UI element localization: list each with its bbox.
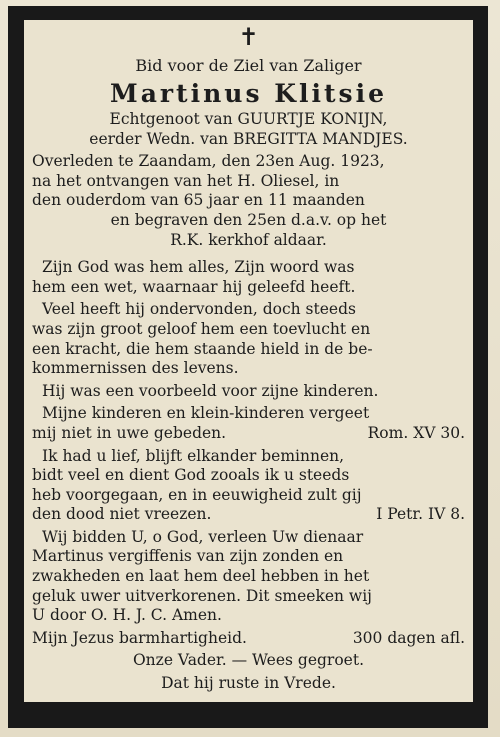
text-line: kommernissen des levens. (32, 359, 239, 378)
text-line: heb voorgegaan, en in eeuwigheid zult gij (32, 485, 362, 504)
rest-in-peace: Dat hij ruste in Vrede. (161, 674, 336, 693)
death-line: den ouderdom van 65 jaar en 11 maanden (32, 191, 365, 210)
text-line: Veel heeft hij ondervonden, doch steeds (42, 300, 356, 319)
death-line: en begraven den 25en d.a.v. op het (110, 210, 387, 229)
former-spouse-line: eerder Wedn. van BREGITTA MANDJES. (89, 129, 408, 148)
text-line: Martinus vergiffenis van zijn zonden en (32, 547, 344, 566)
text-line: Mijne kinderen en klein-kinderen vergeet (42, 404, 370, 423)
death-notice (32, 152, 465, 250)
indulgence-line (32, 629, 465, 649)
text-line: een kracht, die hem staande hield in de be- (32, 339, 373, 358)
indulgence-days: 300 dagen afl. (352, 628, 465, 647)
mourning-card-border (8, 6, 488, 728)
text-line: geluk uwer uitverkorenen. Dit smeeken wij (32, 586, 372, 605)
text-line: was zijn groot geloof hem een toevlucht en (32, 319, 371, 338)
cross-icon: ✝ (238, 23, 259, 51)
paragraph-grandchildren (32, 404, 465, 443)
text-line: bidt veel en dient God zooals ik u steeds (32, 466, 350, 485)
text-line: Wij bidden U, o God, verleen Uw dienaar (42, 527, 364, 546)
deceased-name: Martinus Klitsie (110, 79, 387, 108)
text-line: hem een wet, waarnaar hij geleefd heeft. (32, 277, 356, 296)
text-line: Zijn God was hem alles, Zijn woord was (42, 258, 355, 277)
prayer-card (24, 20, 473, 702)
paragraph-prayer (32, 528, 465, 626)
paragraph-faith (32, 258, 465, 297)
text-line: U door O. H. J. C. Amen. (32, 606, 222, 625)
paragraph-love (32, 447, 465, 525)
text-line: zwakheden en laat hem deel hebben in het (32, 567, 370, 586)
scripture-reference: I Petr. IV 8. (376, 505, 465, 524)
death-line: R.K. kerkhof aldaar. (170, 230, 327, 249)
text-line: Ik had u lief, blijft elkander beminnen, (42, 446, 345, 465)
closing-prayers: Onze Vader. — Wees gegroet. (132, 651, 365, 670)
text: den dood niet vreezen. (32, 505, 212, 524)
text-line-with-reference (32, 424, 465, 444)
indulgence-prayer: Mijn Jezus barmhartigheid. (32, 628, 247, 647)
invocation: Bid voor de Ziel van Zaliger (135, 56, 362, 75)
text: mij niet in uwe gebeden. (32, 423, 227, 442)
scripture-reference: Rom. XV 30. (367, 423, 465, 442)
text-line-with-reference (32, 505, 465, 525)
paragraph-example (32, 382, 465, 402)
paragraph-trials (32, 300, 465, 378)
death-line: Overleden te Zaandam, den 23en Aug. 1923, (32, 152, 385, 171)
spouse-line: Echtgenoot van GUURTJE KONIJN, (109, 110, 388, 128)
death-line: na het ontvangen van het H. Oliesel, in (32, 171, 340, 190)
text-line: Hij was een voorbeeld voor zijne kinderen. (42, 381, 379, 400)
